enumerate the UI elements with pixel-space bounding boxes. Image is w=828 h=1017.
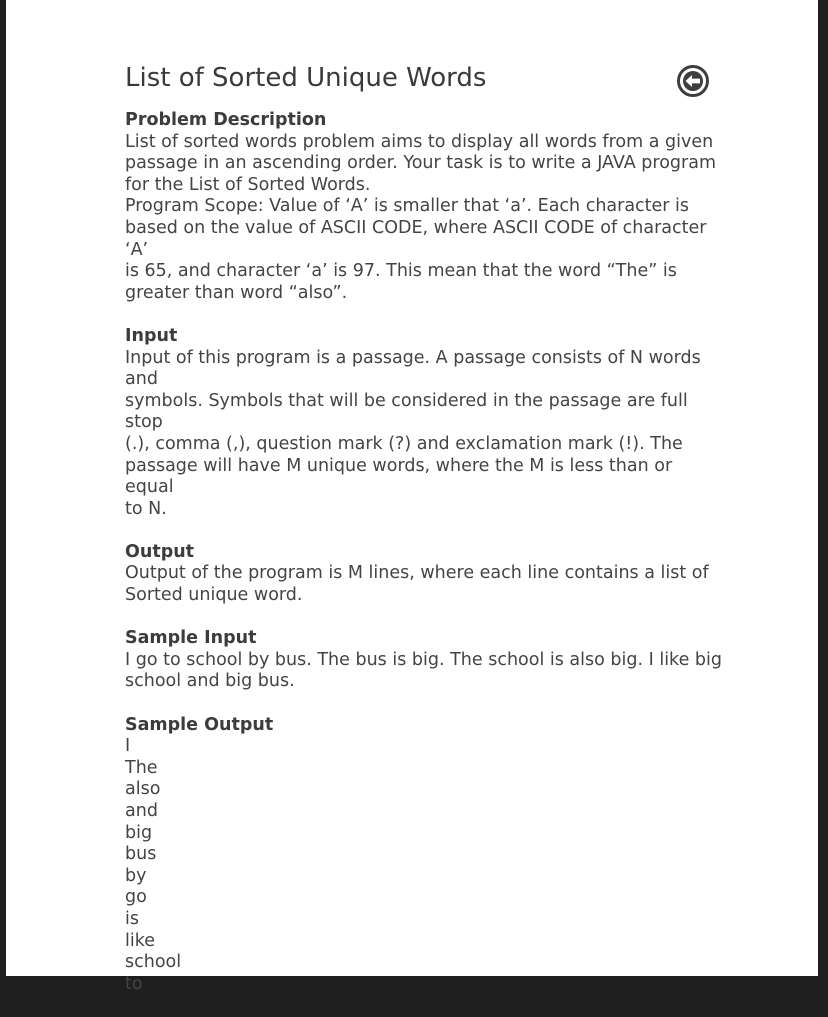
- sample-output-line: go: [125, 887, 147, 908]
- sample-input-section: [125, 628, 725, 693]
- back-button[interactable]: [676, 64, 710, 98]
- sample-output-list: [125, 736, 725, 995]
- sample-output-line: school: [125, 952, 182, 973]
- sample-output-line: big: [125, 822, 153, 843]
- sample-output-line: bus: [125, 844, 157, 865]
- sample-output-line: by: [125, 865, 147, 886]
- sample-output-line: like: [125, 930, 156, 951]
- problem-description-heading: Problem Description: [125, 110, 327, 130]
- sample-input-text: I go to school by bus. The bus is big. The school is also big. I like big school and big bus.: [125, 649, 722, 692]
- problem-description-section: [125, 110, 725, 304]
- circle-arrow-left-icon: [676, 64, 710, 98]
- sample-input-heading: Sample Input: [125, 628, 257, 649]
- page-title: List of Sorted Unique Words: [125, 63, 487, 93]
- sample-output-section: [125, 715, 725, 996]
- sample-output-line: to: [125, 973, 143, 994]
- document-body: [125, 110, 725, 1017]
- output-section: [125, 542, 725, 607]
- sample-output-line: and: [125, 801, 158, 821]
- sample-output-line: also: [125, 779, 161, 800]
- output-text: Output of the program is M lines, where each line contains a list of Sorted unique word.: [125, 563, 709, 606]
- input-text: Input of this program is a passage. A passage consists of N words and symbols. Symbols that will be considered in the passage are full stop (.), comma (,), question mark (?) and exclamation mark (!). The passage will have M unique words, where the M is less than or equal to N.: [125, 347, 701, 519]
- output-heading: Output: [125, 541, 195, 562]
- input-heading: Input: [125, 325, 178, 346]
- document-page: [6, 0, 818, 994]
- sample-output-heading: Sample Output: [125, 714, 274, 735]
- sample-output-line: The: [125, 757, 158, 778]
- problem-description-text: List of sorted words problem aims to display all words from a given passage in an ascending order. Your task is to write a JAVA program for the List of Sorted Words. Program Scope: Value of ‘A’ is smaller that ‘a’. Each character is based on the value of ASCII CODE, where ASCII CODE of character ‘A’ is 65, and character ‘a’ is 97. This mean that the word “The” is greater than word “also”.: [125, 131, 716, 303]
- input-section: [125, 326, 725, 520]
- sample-output-line: I: [125, 736, 131, 757]
- sample-output-line: is: [125, 908, 139, 929]
